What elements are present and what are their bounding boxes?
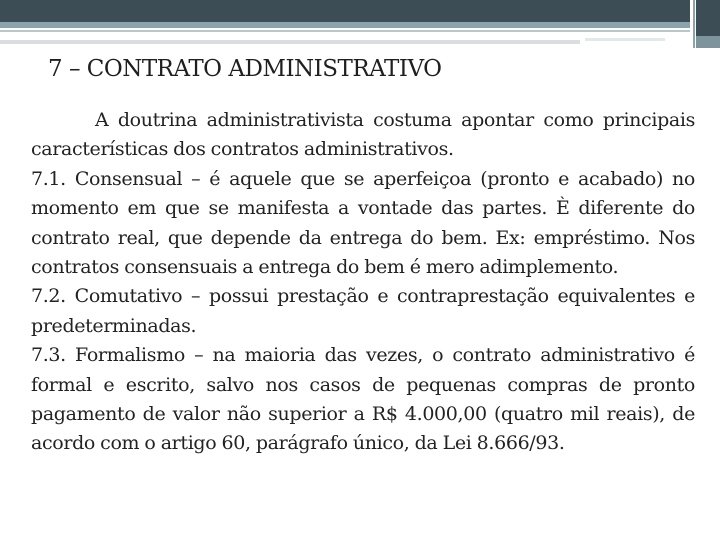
slide-body: [31, 106, 695, 459]
corner-stripe: [693, 0, 695, 48]
header-thin-line: [0, 30, 690, 32]
header-sub-line-right: [585, 38, 665, 41]
header-accent-line: [0, 22, 690, 28]
slide-title: 7 – CONTRATO ADMINISTRATIVO: [48, 56, 442, 82]
header-decoration: [0, 0, 720, 40]
header-sub-line: [0, 40, 580, 44]
intro-paragraph: A doutrina administrativista costuma apontar como principais características dos contratos administrativos.: [31, 109, 695, 161]
corner-tip: [696, 36, 720, 48]
item-consensual-paragraph: 7.1. Consensual – é aquele que se aperfeiçoa (pronto e acabado) no momento em que se manifesta a vontade das partes. È diferente do contrato real, que depende da entrega do bem. Ex: empréstimo. Nos contratos consensuais a entrega do bem é mero adimplemento.: [31, 167, 695, 279]
item-formalismo-paragraph: 7.3. Formalismo – na maioria das vezes, o contrato administrativo é formal e escrito, salvo nos casos de pequenas compras de pronto pagamento de valor não superior a R$ 4.000,00 (quatro mil reais), de acordo com o artigo 60, parágrafo único, da Lei 8.666/93.: [31, 344, 695, 455]
item-comutativo-paragraph: 7.2. Comutativo – possui prestação e contraprestação equivalentes e predeterminadas.: [31, 285, 695, 337]
header-dark-band: [0, 0, 690, 22]
